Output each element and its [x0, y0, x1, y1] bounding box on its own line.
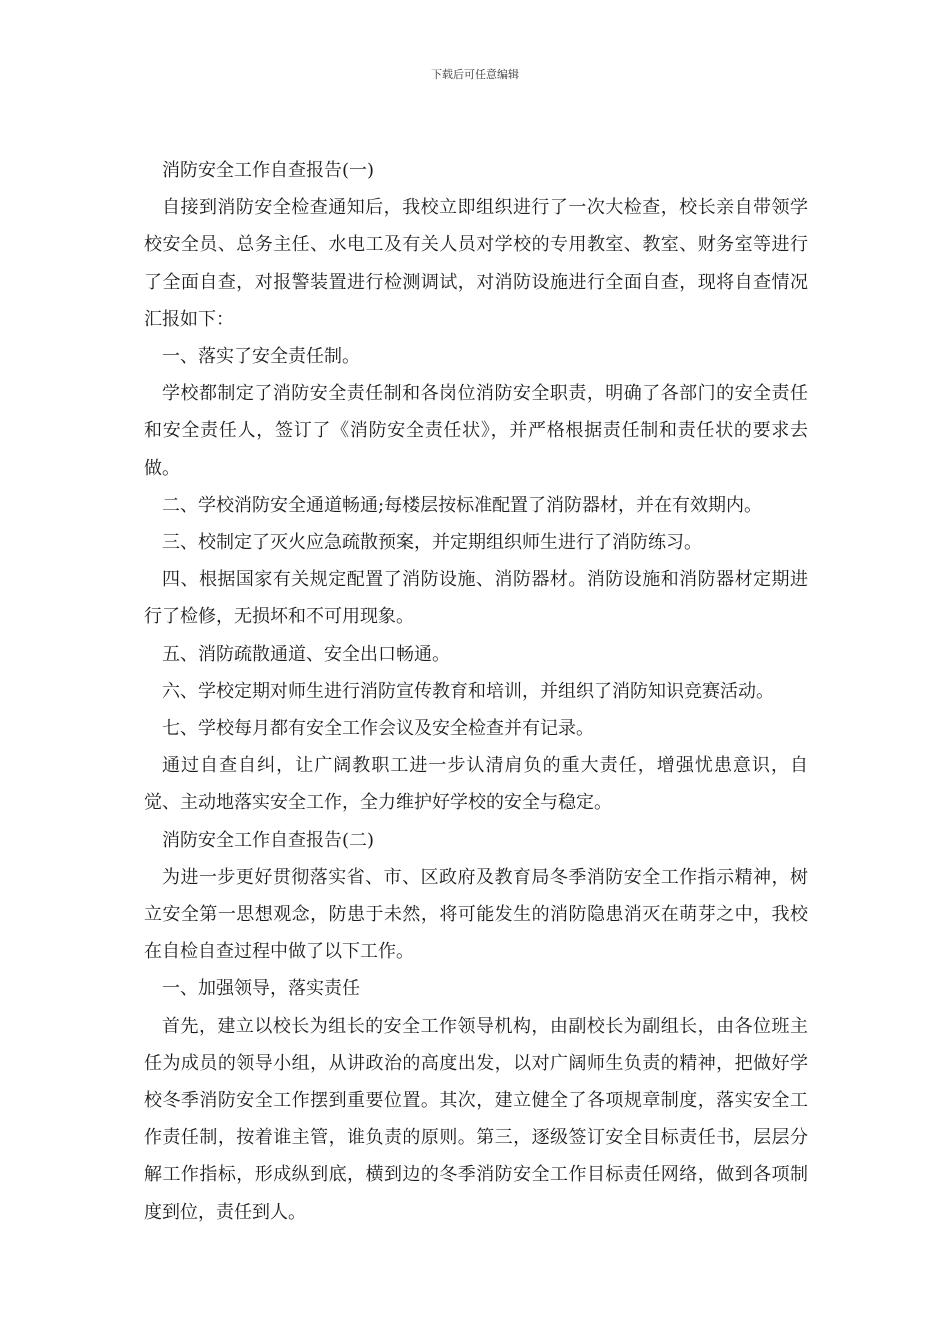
- list-item: 一、加强领导，落实责任: [162, 978, 360, 1000]
- list-item: 四、根据国家有关规定配置了消防设施、消防器材。消防设施和消防器材定期进行了检修，无损坏和不可用现象。: [144, 569, 808, 628]
- list-item: 六、学校定期对师生进行消防宣传教育和培训，并组织了消防知识竞赛活动。: [162, 680, 774, 702]
- list-item: 七、学校每月都有安全工作会议及安全检查并有记录。: [162, 718, 594, 740]
- list-item: 五、消防疏散通道、安全出口畅通。: [162, 643, 450, 665]
- paragraph: 自接到消防安全检查通知后，我校立即组织进行了一次大检查，校长亲自带领学校安全员、总务主任、水电工及有关人员对学校的专用教室、教室、财务室等进行了全面自查，对报警装置进行检测调试，对消防设施进行全面自查，现将自查情况汇报如下：: [144, 197, 808, 330]
- section-title-1: 消防安全工作自查报告(一): [162, 160, 375, 181]
- section-title-2: 消防安全工作自查报告(二): [162, 829, 375, 851]
- document-body: [144, 152, 808, 1231]
- paragraph: 首先，建立以校长为组长的安全工作领导机构，由副校长为副组长，由各位班主任为成员的领导小组，从讲政治的高度出发，以对广阔师生负责的精神，把做好学校冬季消防安全工作摆到重要位置。其次，建立健全了各项规章制度，落实安全工作责任制，按着谁主管，谁负责的原则。第三，逐级签订安全目标责任书，层层分解工作指标，形成纵到底，横到边的冬季消防安全工作目标责任网络，做到各项制度到位，责任到人。: [144, 1015, 808, 1223]
- paragraph: 学校都制定了消防安全责任制和各岗位消防安全职责，明确了各部门的安全责任和安全责任人，签订了《消防安全责任状》，并严格根据责任制和责任状的要求去做。: [144, 383, 808, 479]
- paragraph: 为进一步更好贯彻落实省、市、区政府及教育局冬季消防安全工作指示精神，树立安全第一思想观念，防患于未然，将可能发生的消防隐患消灭在萌芽之中，我校在自检自查过程中做了以下工作。: [144, 866, 808, 963]
- list-item: 二、学校消防安全通道畅通;每楼层按标准配置了消防器材，并在有效期内。: [162, 494, 763, 516]
- list-item: 一、落实了安全责任制。: [162, 346, 360, 368]
- list-item: 三、校制定了灭火应急疏散预案，并定期组织师生进行了消防练习。: [162, 532, 702, 554]
- paragraph: 通过自查自纠，让广阔教职工进一步认清肩负的重大责任，增强忧患意识，自觉、主动地落实安全工作，全力维护好学校的安全与稳定。: [144, 755, 808, 814]
- page-header-note: 下载后可任意编辑: [431, 68, 519, 81]
